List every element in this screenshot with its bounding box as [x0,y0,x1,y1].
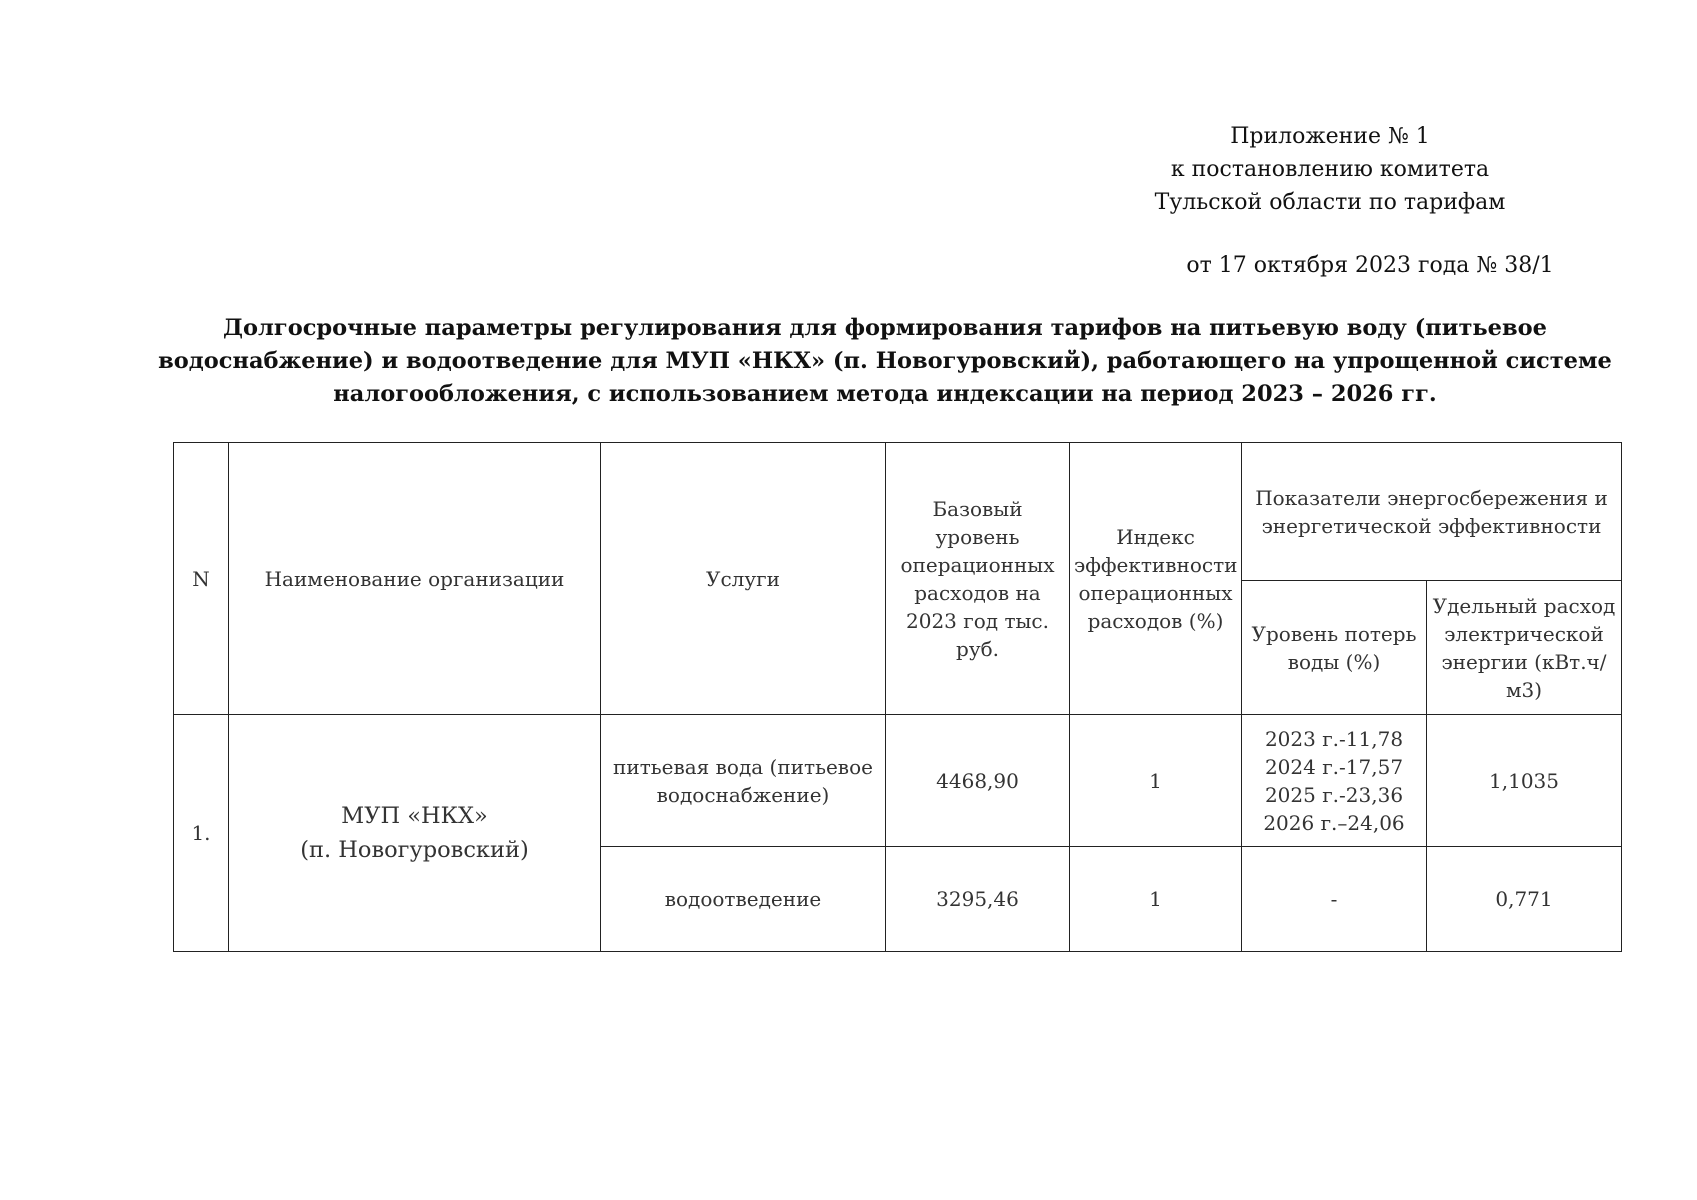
organization-name: МУП «НКХ» [341,803,488,829]
efficiency-index-value: 1 [1070,847,1242,952]
efficiency-index-value: 1 [1070,715,1242,847]
tariff-parameters-table [173,442,1622,952]
base-level-value: 3295,46 [886,847,1070,952]
header-water-losses: Уровень потерь воды (%) [1242,581,1427,715]
water-losses-value: 2023 г.-11,78 [1264,726,1404,751]
appendix-committee: Тульской области по тарифам [1154,190,1506,215]
water-losses-value: - [1242,847,1427,952]
header-efficiency-index: Индекс эффективности операционных расходов (%) [1070,443,1242,715]
appendix-date: от 17 октября 2023 года № 38/1 [1186,253,1554,278]
document-title [150,312,1620,411]
table-row [174,715,1622,847]
service-name: питьевая вода (питьевое водоснабжение) [601,715,886,847]
header-number: N [174,443,229,715]
row-number: 1. [174,715,229,952]
title-line: водоснабжение) и водоотведение для МУП «НКХ» (п. Новогуровский), работающего на упрощенной системе [158,348,1612,374]
title-line: Долгосрочные параметры регулирования для формирования тарифов на питьевую воду (питьевое [223,315,1547,341]
water-losses-value: 2026 г.–24,06 [1263,810,1405,835]
appendix-block [1080,120,1580,282]
appendix-number: Приложение № 1 [1230,124,1430,149]
base-level-value: 4468,90 [886,715,1070,847]
water-losses-cell [1242,715,1427,847]
header-energy-indicators: Показатели энергосбережения и энергетической эффективности [1242,443,1622,581]
appendix-resolution: к постановлению комитета [1170,157,1490,182]
organization-location: (п. Новогуровский) [300,837,529,863]
electricity-value: 0,771 [1427,847,1622,952]
header-services: Услуги [601,443,886,715]
organization-cell [229,715,601,952]
service-name: водоотведение [601,847,886,952]
header-base-level: Базовый уровень операционных расходов на 2023 год тыс. руб. [886,443,1070,715]
water-losses-value: 2025 г.-23,36 [1264,782,1404,807]
header-electricity: Удельный расход электрической энергии (кВт.ч/м3) [1427,581,1622,715]
header-row [174,443,1622,581]
title-line: налогообложения, с использованием метода индексации на период 2023 – 2026 гг. [333,381,1437,407]
water-losses-value: 2024 г.-17,57 [1264,754,1404,779]
header-organization: Наименование организации [229,443,601,715]
electricity-value: 1,1035 [1427,715,1622,847]
